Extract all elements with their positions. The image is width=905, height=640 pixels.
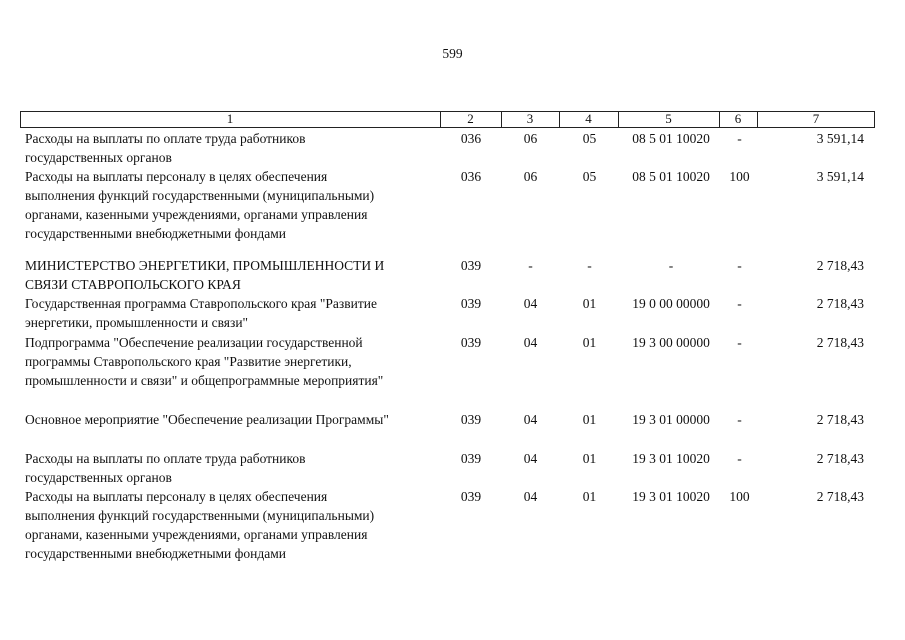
name-line: Государственная программа Ставропольского края "Развитие bbox=[25, 296, 377, 311]
row-name bbox=[25, 487, 445, 563]
row-name bbox=[25, 449, 445, 487]
cell-col6: 100 bbox=[729, 169, 750, 184]
cell-col5: 19 3 01 00000 bbox=[632, 412, 710, 427]
cell-col6: - bbox=[737, 296, 742, 311]
name-line: выполнения функций государственными (муниципальными) bbox=[25, 508, 375, 523]
cell-col6: - bbox=[737, 131, 742, 146]
cell-col7: 2 718,43 bbox=[816, 296, 864, 311]
name-line: МИНИСТЕРСТВО ЭНЕРГЕТИКИ, ПРОМЫШЛЕННОСТИ И bbox=[25, 258, 385, 273]
cell-col4: 01 bbox=[582, 296, 597, 311]
name-line: государственными внебюджетными фондами bbox=[25, 546, 287, 561]
cell-col4: 05 bbox=[582, 169, 597, 184]
cell-col3: 04 bbox=[523, 489, 538, 504]
cell-col6: 100 bbox=[729, 489, 750, 504]
cell-col2: 039 bbox=[460, 296, 482, 311]
cell-col7: 2 718,43 bbox=[816, 451, 864, 466]
row-name bbox=[25, 129, 445, 167]
cell-col4: 01 bbox=[582, 412, 597, 427]
cell-col5: 19 3 01 10020 bbox=[632, 489, 710, 504]
name-line: Расходы на выплаты персоналу в целях обеспечения bbox=[25, 169, 328, 184]
column-header-5: 5 bbox=[665, 111, 672, 126]
name-line: органами, казенными учреждениями, органами управления bbox=[25, 527, 368, 542]
name-line: программы Ставропольского края "Развитие энергетики, bbox=[25, 354, 352, 369]
cell-col7: 3 591,14 bbox=[816, 169, 864, 184]
page-number: 599 bbox=[442, 46, 463, 61]
cell-col3: 04 bbox=[523, 412, 538, 427]
cell-col6: - bbox=[737, 451, 742, 466]
cell-col5: 19 3 01 10020 bbox=[632, 451, 710, 466]
cell-col6: - bbox=[737, 412, 742, 427]
name-line: государственных органов bbox=[25, 150, 172, 165]
cell-col5: 08 5 01 10020 bbox=[632, 169, 710, 184]
row-name bbox=[25, 333, 445, 390]
cell-col2: 036 bbox=[460, 131, 482, 146]
cell-col6: - bbox=[737, 335, 742, 350]
cell-col6: - bbox=[737, 258, 742, 273]
column-header-1: 1 bbox=[226, 111, 234, 126]
name-line: СВЯЗИ СТАВРОПОЛЬСКОГО КРАЯ bbox=[25, 277, 241, 292]
cell-col3: 04 bbox=[523, 451, 538, 466]
name-line: органами, казенными учреждениями, органами управления bbox=[25, 207, 368, 222]
cell-col7: 3 591,14 bbox=[816, 131, 864, 146]
name-line: Подпрограмма "Обеспечение реализации государственной bbox=[25, 335, 363, 350]
cell-col5: 19 0 00 00000 bbox=[632, 296, 710, 311]
cell-col4: 05 bbox=[582, 131, 597, 146]
cell-col4: 01 bbox=[582, 489, 597, 504]
row-name bbox=[25, 167, 445, 243]
row-name bbox=[25, 294, 445, 332]
cell-col4: 01 bbox=[582, 451, 597, 466]
row-name bbox=[25, 410, 445, 429]
cell-col2: 039 bbox=[460, 335, 482, 350]
row-name bbox=[25, 256, 445, 294]
cell-col4: 01 bbox=[582, 335, 597, 350]
cell-col2: 039 bbox=[460, 451, 482, 466]
cell-col3: 06 bbox=[523, 131, 538, 146]
cell-col7: 2 718,43 bbox=[816, 412, 864, 427]
column-header-7: 7 bbox=[812, 111, 820, 126]
column-header-4: 4 bbox=[585, 111, 592, 126]
cell-col2: 039 bbox=[460, 258, 482, 273]
name-line: государственными внебюджетными фондами bbox=[25, 226, 287, 241]
name-line: промышленности и связи" и общепрограммные мероприятия" bbox=[25, 373, 384, 388]
cell-col7: 2 718,43 bbox=[816, 489, 864, 504]
column-header-3: 3 bbox=[526, 111, 534, 126]
name-line: энергетики, промышленности и связи" bbox=[25, 315, 249, 330]
cell-col3: 04 bbox=[523, 296, 538, 311]
column-header-2: 2 bbox=[467, 111, 474, 126]
name-line: Расходы на выплаты по оплате труда работников bbox=[25, 451, 306, 466]
cell-col2: 039 bbox=[460, 412, 482, 427]
cell-col3: 06 bbox=[523, 169, 538, 184]
cell-col7: 2 718,43 bbox=[816, 258, 864, 273]
cell-col5: 19 3 00 00000 bbox=[632, 335, 710, 350]
cell-col5: 08 5 01 10020 bbox=[632, 131, 710, 146]
cell-col2: 036 bbox=[460, 169, 482, 184]
cell-col3: 04 bbox=[523, 335, 538, 350]
cell-col7: 2 718,43 bbox=[816, 335, 864, 350]
cell-col5: - bbox=[668, 258, 674, 273]
name-line: Основное мероприятие "Обеспечение реализации Программы" bbox=[25, 412, 389, 427]
name-line: Расходы на выплаты персоналу в целях обеспечения bbox=[25, 489, 328, 504]
cell-col4: - bbox=[587, 258, 592, 273]
name-line: выполнения функций государственными (муниципальными) bbox=[25, 188, 375, 203]
name-line: государственных органов bbox=[25, 470, 172, 485]
name-line: Расходы на выплаты по оплате труда работников bbox=[25, 131, 306, 146]
cell-col2: 039 bbox=[460, 489, 482, 504]
cell-col3: - bbox=[528, 258, 533, 273]
column-header-6: 6 bbox=[734, 111, 742, 126]
